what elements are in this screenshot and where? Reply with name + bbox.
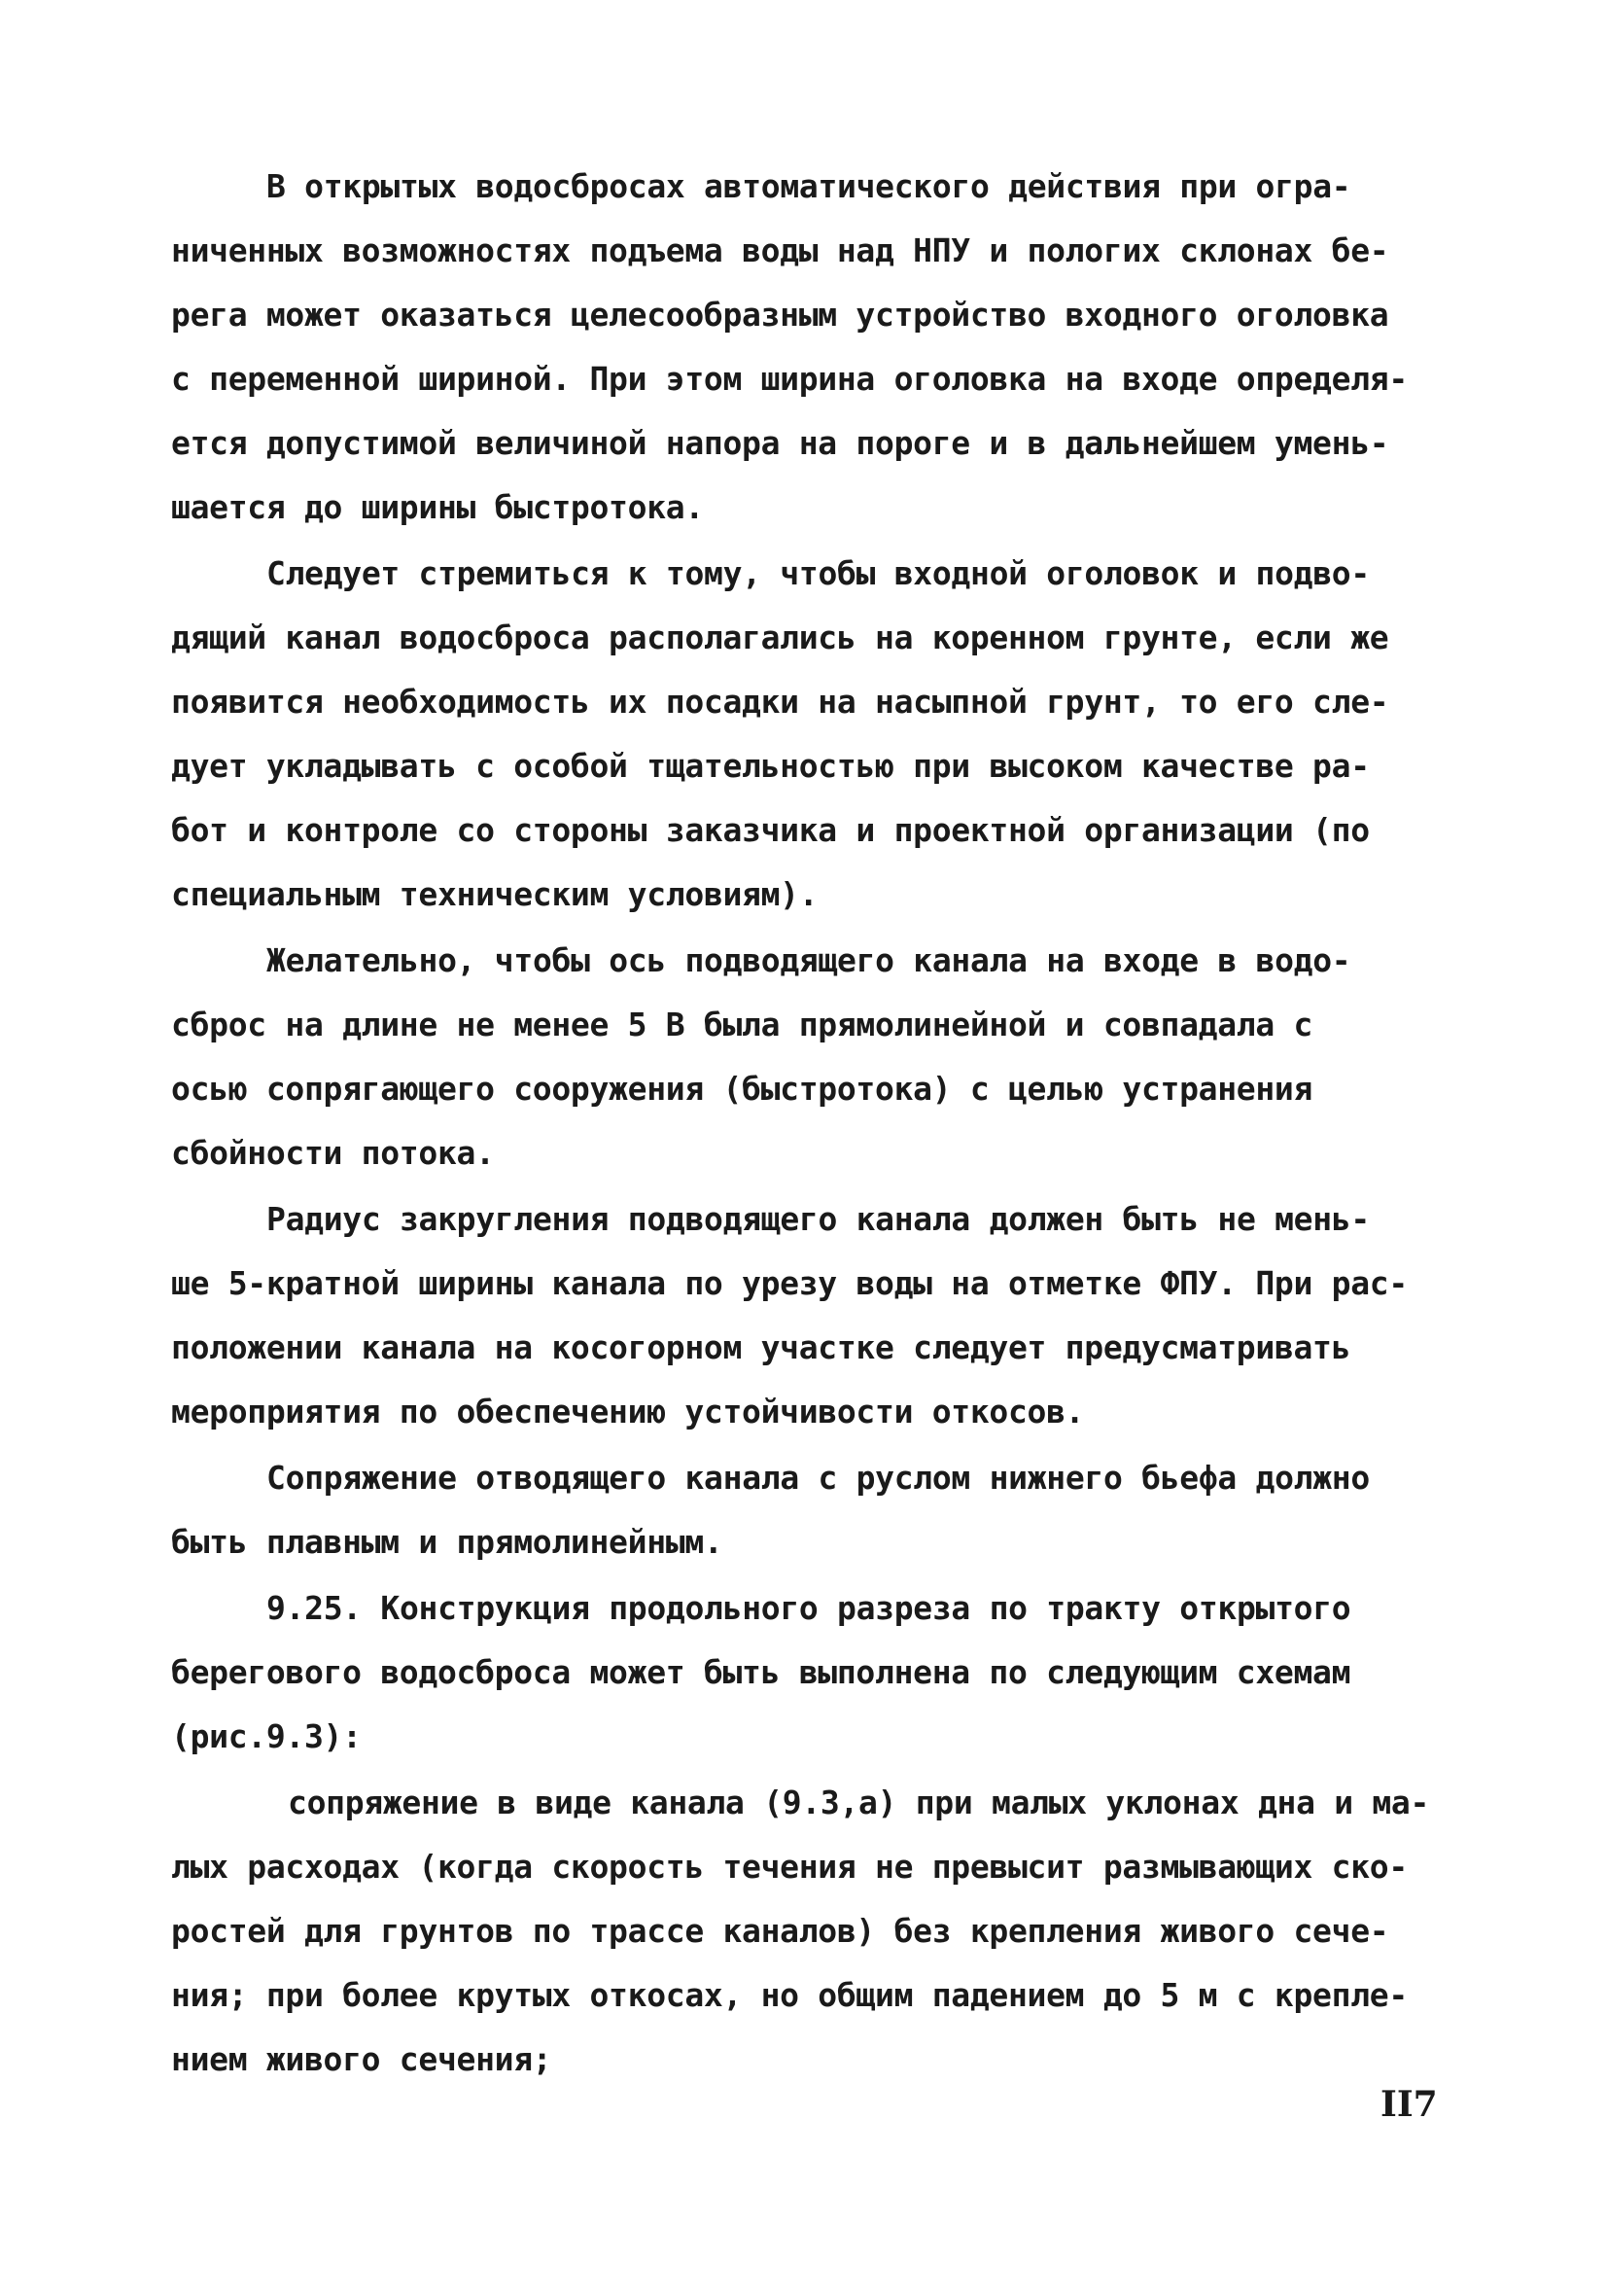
text-line: появится необходимость их посадки на насыпной грунт, то его сле- [171,683,1389,721]
text-line: (рис.9.3): [171,1717,362,1755]
text-line: Следует стремиться к тому, чтобы входной оголовок и подво- [266,554,1370,592]
text-line: с переменной шириной. При этом ширина оголовка на входе определя- [171,360,1408,398]
text-line: В открытых водосбросах автоматического действия при огра- [266,167,1351,205]
text-line: шается до ширины быстротока. [171,488,704,526]
text-line: сопряжение в виде канала (9.3,а) при малых уклонах дна и ма- [288,1784,1430,1821]
text-line: специальным техническим условиям). [171,875,819,913]
text-line: ростей для грунтов по трассе каналов) без крепления живого сече- [171,1912,1389,1950]
text-line: бот и контроле со стороны заказчика и проектной организации (по [171,811,1370,849]
text-line: ния; при более крутых откосах, но общим падением до 5 м с крепле- [171,1976,1408,2014]
text-line: дящий канал водосброса располагались на коренном грунте, если же [171,618,1389,656]
page-number: II7 [1380,2084,1438,2125]
text-line: дует укладывать с особой тщательностью при высоком качестве ра- [171,747,1370,785]
text-line: ниченных возможностях подъема воды над НПУ и пологих склонах бе- [171,231,1389,269]
text-line: Радиус закругления подводящего канала должен быть не мень- [266,1200,1370,1238]
text-line: мероприятия по обеспечению устойчивости откосов. [171,1393,1085,1431]
text-line: сброс на длине не менее 5 В была прямолинейной и совпадала с [171,1006,1313,1043]
text-line: берегового водосброса может быть выполнена по следующим схемам [171,1653,1351,1691]
text-line: Желательно, чтобы ось подводящего канала на входе в водо- [266,941,1351,979]
text-line: нием живого сечения; [171,2040,552,2078]
text-line: 9.25. Конструкция продольного разреза по тракту открытого [266,1589,1351,1627]
text-line: положении канала на косогорном участке следует предусматривать [171,1328,1351,1366]
text-line: сбойности потока. [171,1134,495,1172]
text-line: рега может оказаться целесообразным устройство входного оголовка [171,296,1389,334]
text-line: ше 5-кратной ширины канала по урезу воды на отметке ФПУ. При рас- [171,1264,1408,1302]
text-line: Сопряжение отводящего канала с руслом нижнего бьефа должно [266,1459,1370,1497]
text-line: осью сопрягающего сооружения (быстротока) с целью устранения [171,1070,1313,1108]
text-line: ется допустимой величиной напора на пороге и в дальнейшем умень- [171,424,1389,462]
text-line: лых расходах (когда скорость течения не превысит размывающих ско- [171,1848,1408,1886]
text-line: быть плавным и прямолинейным. [171,1523,723,1561]
